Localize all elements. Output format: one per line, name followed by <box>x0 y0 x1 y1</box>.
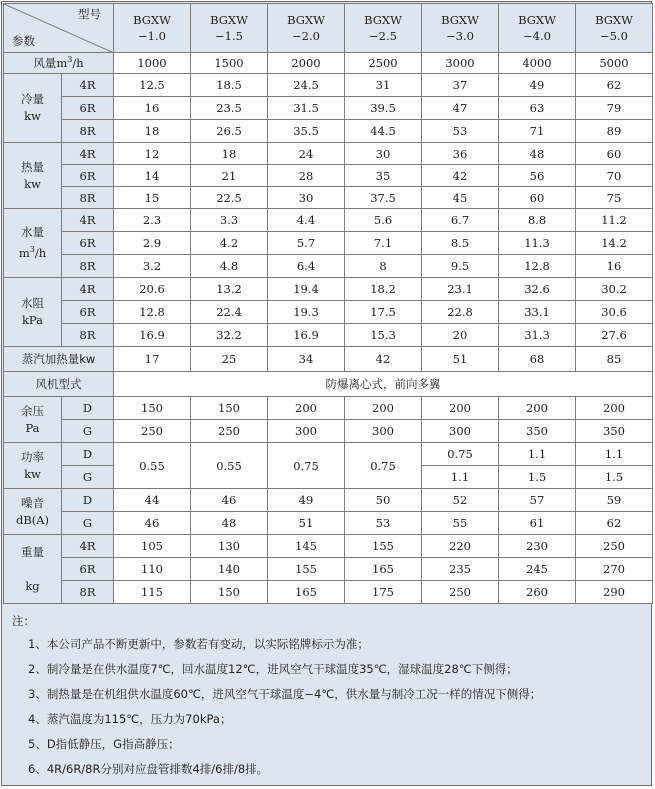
weight-row <box>4 581 653 604</box>
water-flow-row <box>4 209 653 232</box>
data-cell: 12.5 <box>114 74 191 97</box>
noise-row <box>4 512 653 535</box>
data-cell: 44.5 <box>345 120 422 143</box>
weight-row <box>4 558 653 581</box>
data-cell: 20.6 <box>114 278 191 301</box>
data-cell: 49 <box>268 489 345 512</box>
data-cell: 200 <box>268 397 345 420</box>
data-cell: 8.5 <box>422 232 499 255</box>
row-sub-label: 4R <box>62 278 114 301</box>
data-cell: 270 <box>576 558 653 581</box>
data-cell: 230 <box>499 535 576 558</box>
row-sub-label: 8R <box>62 120 114 143</box>
data-cell: 0.75 <box>345 443 422 489</box>
row-sub-label: 8R <box>62 324 114 347</box>
data-cell: 350 <box>576 420 653 443</box>
data-cell: 2.3 <box>114 209 191 232</box>
data-cell: 14 <box>114 165 191 187</box>
data-cell: 300 <box>422 420 499 443</box>
data-cell: 200 <box>576 397 653 420</box>
notes-title: 注： <box>12 614 35 628</box>
data-cell: 16.9 <box>268 324 345 347</box>
data-cell: 0.75 <box>268 443 345 489</box>
steam-label: 蒸汽加热量kw <box>4 347 114 372</box>
airflow-label: 风量$m^3/h$ <box>4 53 114 74</box>
noise-row <box>4 489 653 512</box>
data-cell: 57 <box>499 489 576 512</box>
data-cell: 46 <box>191 489 268 512</box>
data-cell: 130 <box>191 535 268 558</box>
note-item: 5、D指低静压，G指高静压； <box>28 737 180 751</box>
data-cell: 30.2 <box>576 278 653 301</box>
row-sub-label: 4R <box>62 143 114 165</box>
cooling-row <box>4 74 653 97</box>
data-cell: 0.55 <box>114 443 191 489</box>
data-cell: 0.75 <box>422 443 499 466</box>
data-cell: 2.9 <box>114 232 191 255</box>
data-cell: 18 <box>114 120 191 143</box>
model-header: BGXW −4.0 <box>499 4 576 53</box>
row-sub-label: G <box>62 420 114 443</box>
data-cell: 18.5 <box>191 74 268 97</box>
data-cell: 13.2 <box>191 278 268 301</box>
data-cell: 53 <box>345 512 422 535</box>
data-cell: 150 <box>191 581 268 604</box>
cooling-row <box>4 120 653 143</box>
heating-label: 热量 kw <box>4 143 62 209</box>
data-cell: 24 <box>268 143 345 165</box>
data-cell: 12 <box>114 143 191 165</box>
data-cell: 175 <box>345 581 422 604</box>
data-cell: 245 <box>499 558 576 581</box>
data-cell: 3000 <box>422 53 499 74</box>
data-cell: 165 <box>268 581 345 604</box>
data-cell: 61 <box>499 512 576 535</box>
row-sub-label: 4R <box>62 74 114 97</box>
data-cell: 27.6 <box>576 324 653 347</box>
data-cell: 5.7 <box>268 232 345 255</box>
data-cell: 1.1 <box>499 443 576 466</box>
model-header: BGXW −2.5 <box>345 4 422 53</box>
data-cell: 53 <box>422 120 499 143</box>
row-sub-label: D <box>62 443 114 466</box>
data-cell: 35 <box>345 165 422 187</box>
data-cell: 18.2 <box>345 278 422 301</box>
data-cell: 55 <box>422 512 499 535</box>
data-cell: 8 <box>345 255 422 278</box>
note-item: 6、4R/6R/8R分别对应盘管排数4排/6排/8排。 <box>28 762 269 776</box>
data-cell: 44 <box>114 489 191 512</box>
data-cell: 34 <box>268 347 345 372</box>
model-header: BGXW −1.5 <box>191 4 268 53</box>
data-cell: 75 <box>576 187 653 209</box>
data-cell: 150 <box>114 397 191 420</box>
data-cell: 250 <box>191 420 268 443</box>
data-cell: 26.5 <box>191 120 268 143</box>
fan-type-value: 防爆离心式，前向多翼 <box>114 372 653 397</box>
data-cell: 5000 <box>576 53 653 74</box>
data-cell: 1.1 <box>576 443 653 466</box>
fan-row <box>4 372 653 397</box>
data-cell: 56 <box>499 165 576 187</box>
data-cell: 5.6 <box>345 209 422 232</box>
data-cell: 200 <box>422 397 499 420</box>
row-sub-label: D <box>62 397 114 420</box>
water-flow-row <box>4 255 653 278</box>
data-cell: 235 <box>422 558 499 581</box>
heating-row <box>4 165 653 187</box>
data-cell: 145 <box>268 535 345 558</box>
data-cell: 22.4 <box>191 301 268 324</box>
data-cell: 60 <box>499 187 576 209</box>
data-cell: 21 <box>191 165 268 187</box>
data-cell: 52 <box>422 489 499 512</box>
data-cell: 48 <box>499 143 576 165</box>
row-sub-label: 8R <box>62 187 114 209</box>
data-cell: 1.5 <box>576 466 653 489</box>
pressure-label: 余压 Pa <box>4 397 62 443</box>
data-cell: 11.3 <box>499 232 576 255</box>
data-cell: 33.1 <box>499 301 576 324</box>
data-cell: 2000 <box>268 53 345 74</box>
data-cell: 7.1 <box>345 232 422 255</box>
data-cell: 9.5 <box>422 255 499 278</box>
fan-label: 风机型式 <box>4 372 114 397</box>
data-cell: 30 <box>345 143 422 165</box>
row-sub-label: 6R <box>62 97 114 120</box>
noise-label: 噪音 dB(A) <box>4 489 62 535</box>
data-cell: 71 <box>499 120 576 143</box>
data-cell: 260 <box>499 581 576 604</box>
data-cell: 200 <box>345 397 422 420</box>
data-cell: 300 <box>268 420 345 443</box>
data-cell: 2500 <box>345 53 422 74</box>
data-cell: 200 <box>499 397 576 420</box>
data-cell: 37.5 <box>345 187 422 209</box>
row-sub-label: 4R <box>62 209 114 232</box>
data-cell: 49 <box>499 74 576 97</box>
data-cell: 79 <box>576 97 653 120</box>
data-cell: 42 <box>422 165 499 187</box>
weight-label: 重量 kg <box>4 535 62 604</box>
data-cell: 45 <box>422 187 499 209</box>
data-cell: 36 <box>422 143 499 165</box>
data-cell: 0.55 <box>191 443 268 489</box>
data-cell: 31.5 <box>268 97 345 120</box>
data-cell: 85 <box>576 347 653 372</box>
spec-table <box>3 3 653 604</box>
data-cell: 20 <box>422 324 499 347</box>
data-cell: 22.8 <box>422 301 499 324</box>
data-cell: 37 <box>422 74 499 97</box>
data-cell: 32.2 <box>191 324 268 347</box>
data-cell: 1500 <box>191 53 268 74</box>
row-sub-label: G <box>62 512 114 535</box>
model-header: BGXW −5.0 <box>576 4 653 53</box>
data-cell: 6.4 <box>268 255 345 278</box>
data-cell: 60 <box>576 143 653 165</box>
note-item: 4、蒸汽温度为115℃，压力为70kPa； <box>28 712 232 726</box>
data-cell: 16.9 <box>114 324 191 347</box>
data-cell: 1.1 <box>422 466 499 489</box>
data-cell: 22.5 <box>191 187 268 209</box>
water-resistance-label: 水阻 kPa <box>4 278 62 347</box>
data-cell: 4.8 <box>191 255 268 278</box>
note-item: 1、本公司产品不断更新中，参数若有变动，以实际铭牌标示为准； <box>28 637 369 651</box>
steam-row <box>4 347 653 372</box>
row-sub-label: 8R <box>62 255 114 278</box>
data-cell: 39.5 <box>345 97 422 120</box>
row-sub-label: 6R <box>62 301 114 324</box>
cooling-row <box>4 97 653 120</box>
data-cell: 51 <box>422 347 499 372</box>
airflow-row <box>4 53 653 74</box>
data-cell: 48 <box>191 512 268 535</box>
note-item: 2、制冷量是在供水温度7℃，回水温度12℃，进风空气干球温度35℃，湿球温度28℃下侧得； <box>28 662 518 676</box>
data-cell: 15.3 <box>345 324 422 347</box>
data-cell: 42 <box>345 347 422 372</box>
row-sub-label: 6R <box>62 558 114 581</box>
data-cell: 59 <box>576 489 653 512</box>
data-cell: 68 <box>499 347 576 372</box>
data-cell: 4.4 <box>268 209 345 232</box>
data-cell: 155 <box>268 558 345 581</box>
data-cell: 62 <box>576 512 653 535</box>
data-cell: 32.6 <box>499 278 576 301</box>
model-header: BGXW −2.0 <box>268 4 345 53</box>
data-cell: 140 <box>191 558 268 581</box>
data-cell: 1.5 <box>499 466 576 489</box>
data-cell: 155 <box>345 535 422 558</box>
water-flow-label: 水量 $m^3/h$ <box>4 209 62 278</box>
heating-row <box>4 143 653 165</box>
model-header: BGXW −1.0 <box>114 4 191 53</box>
data-cell: 30 <box>268 187 345 209</box>
data-cell: 1000 <box>114 53 191 74</box>
cooling-label: 冷量 kw <box>4 74 62 143</box>
header-row <box>4 4 653 53</box>
data-cell: 300 <box>345 420 422 443</box>
data-cell: 14.2 <box>576 232 653 255</box>
row-sub-label: D <box>62 489 114 512</box>
power-row <box>4 443 653 466</box>
water-resistance-row <box>4 324 653 347</box>
data-cell: 30.6 <box>576 301 653 324</box>
pressure-row <box>4 420 653 443</box>
data-cell: 12.8 <box>114 301 191 324</box>
data-cell: 350 <box>499 420 576 443</box>
data-cell: 17.5 <box>345 301 422 324</box>
type-label: 型号 <box>78 7 101 21</box>
row-sub-label: 6R <box>62 165 114 187</box>
note-item: 3、制热量是在机组供水温度60℃，进风空气干球温度−4℃，供水量与制冷工况一样的情况下侧得； <box>28 687 542 701</box>
data-cell: 165 <box>345 558 422 581</box>
data-cell: 290 <box>576 581 653 604</box>
param-label: 参数 <box>12 34 35 48</box>
data-cell: 4.2 <box>191 232 268 255</box>
row-sub-label: G <box>62 466 114 489</box>
data-cell: 35.5 <box>268 120 345 143</box>
data-cell: 16 <box>576 255 653 278</box>
row-sub-label: 4R <box>62 535 114 558</box>
data-cell: 4000 <box>499 53 576 74</box>
data-cell: 89 <box>576 120 653 143</box>
power-label: 功率 kw <box>4 443 62 489</box>
data-cell: 150 <box>191 397 268 420</box>
data-cell: 115 <box>114 581 191 604</box>
row-sub-label: 8R <box>62 581 114 604</box>
data-cell: 19.4 <box>268 278 345 301</box>
data-cell: 16 <box>114 97 191 120</box>
data-cell: 46 <box>114 512 191 535</box>
notes-section <box>12 610 642 782</box>
data-cell: 17 <box>114 347 191 372</box>
data-cell: 50 <box>345 489 422 512</box>
data-cell: 250 <box>576 535 653 558</box>
data-cell: 105 <box>114 535 191 558</box>
data-cell: 6.7 <box>422 209 499 232</box>
data-cell: 12.8 <box>499 255 576 278</box>
row-sub-label: 6R <box>62 232 114 255</box>
data-cell: 110 <box>114 558 191 581</box>
data-cell: 18 <box>191 143 268 165</box>
data-cell: 250 <box>114 420 191 443</box>
data-cell: 31.3 <box>499 324 576 347</box>
data-cell: 11.2 <box>576 209 653 232</box>
water-resistance-row <box>4 301 653 324</box>
data-cell: 31 <box>345 74 422 97</box>
heating-row <box>4 187 653 209</box>
water-resistance-row <box>4 278 653 301</box>
model-header: BGXW −3.0 <box>422 4 499 53</box>
data-cell: 220 <box>422 535 499 558</box>
water-flow-row <box>4 232 653 255</box>
data-cell: 47 <box>422 97 499 120</box>
data-cell: 25 <box>191 347 268 372</box>
data-cell: 8.8 <box>499 209 576 232</box>
data-cell: 24.5 <box>268 74 345 97</box>
header-corner-cell <box>4 4 114 53</box>
data-cell: 28 <box>268 165 345 187</box>
spec-sheet <box>1 1 652 786</box>
data-cell: 19.3 <box>268 301 345 324</box>
data-cell: 23.1 <box>422 278 499 301</box>
data-cell: 51 <box>268 512 345 535</box>
data-cell: 3.3 <box>191 209 268 232</box>
data-cell: 62 <box>576 74 653 97</box>
data-cell: 3.2 <box>114 255 191 278</box>
data-cell: 15 <box>114 187 191 209</box>
pressure-row <box>4 397 653 420</box>
data-cell: 23.5 <box>191 97 268 120</box>
data-cell: 70 <box>576 165 653 187</box>
data-cell: 63 <box>499 97 576 120</box>
weight-row <box>4 535 653 558</box>
data-cell: 250 <box>422 581 499 604</box>
